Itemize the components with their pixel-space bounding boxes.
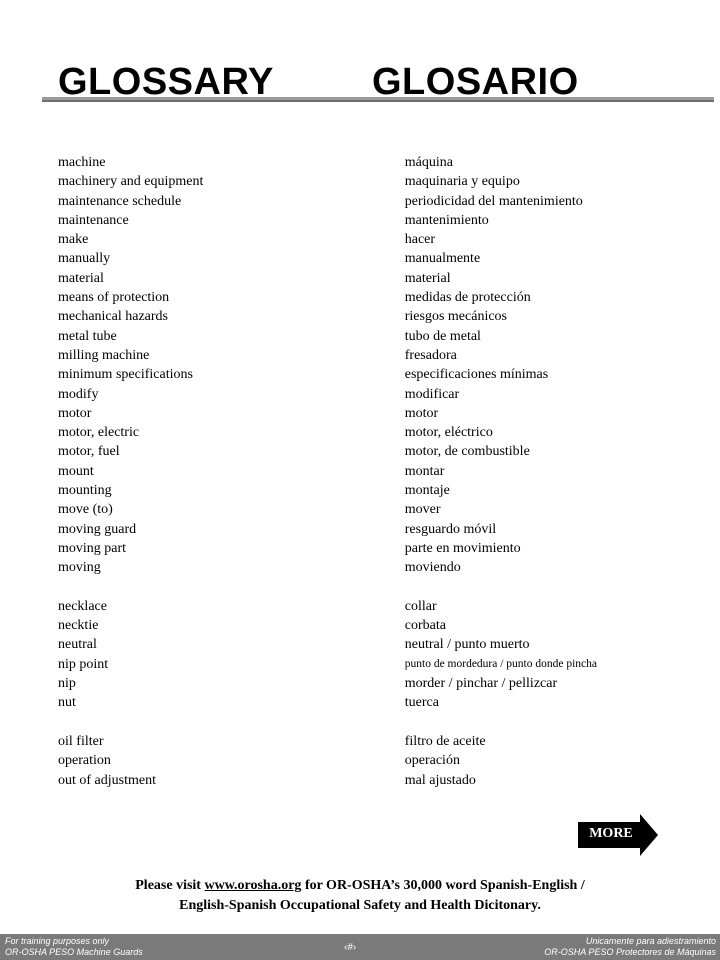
glossary-row [58, 597, 658, 616]
term-spanish: collar [404, 598, 437, 614]
term-spanish: manualmente [404, 251, 481, 267]
glossary-group [58, 597, 658, 713]
glossary-list [58, 153, 658, 809]
term-spanish: medidas de protección [404, 290, 531, 306]
term-spanish: corbata [404, 618, 446, 634]
term-spanish: motor, de combustible [404, 444, 530, 460]
glossary-row [58, 269, 658, 288]
glossary-row [58, 771, 658, 790]
glossary-row [58, 500, 658, 519]
glossary-row [58, 674, 658, 693]
term-english: metal tube [58, 328, 117, 344]
term-spanish: tuerca [404, 695, 439, 711]
glossary-row [58, 462, 658, 481]
term-spanish: resguardo móvil [404, 521, 497, 537]
term-english: machinery and equipment [58, 174, 204, 190]
term-spanish: tubo de metal [404, 328, 481, 344]
term-english: neutral [58, 637, 97, 653]
term-spanish: periodicidad del mantenimiento [404, 193, 583, 209]
glossary-row [58, 153, 658, 172]
term-english: motor, electric [58, 425, 140, 441]
glossary-group [58, 153, 658, 578]
term-spanish: filtro de aceite [404, 733, 486, 749]
glossary-row [58, 481, 658, 500]
term-english: milling machine [58, 347, 150, 363]
term-english: nip [58, 676, 76, 692]
glossary-row [58, 442, 658, 461]
term-english: nip point [58, 656, 109, 672]
term-english: move (to) [58, 502, 113, 518]
term-english: necklace [58, 598, 107, 614]
term-english: operation [58, 753, 111, 769]
term-english: means of protection [58, 290, 170, 306]
glossary-row [58, 192, 658, 211]
glossary-row [58, 635, 658, 654]
glossary-row [58, 346, 658, 365]
term-spanish: especificaciones mínimas [404, 367, 549, 383]
term-english: necktie [58, 618, 99, 634]
glossary-row [58, 616, 658, 635]
term-english: motor, fuel [58, 444, 120, 460]
note-line-1 [0, 876, 720, 896]
footer-left-line-2: OR-OSHA PESO Machine Guards [5, 947, 143, 957]
footer-left-line-1: For training purposes only [5, 936, 110, 946]
more-button[interactable] [578, 814, 660, 856]
term-spanish: máquina [404, 155, 453, 170]
term-spanish: operación [404, 753, 460, 769]
term-english: maintenance schedule [58, 193, 182, 209]
term-english: oil filter [58, 733, 104, 749]
page-number: ‹#› [344, 942, 357, 953]
glossary-row [58, 404, 658, 423]
term-english: motor [58, 405, 92, 421]
term-spanish: morder / pinchar / pellizcar [404, 676, 558, 692]
term-english: modify [58, 386, 99, 402]
term-english: minimum specifications [58, 367, 193, 383]
term-english: manually [58, 251, 111, 267]
glossary-row [58, 249, 658, 268]
glossary-row [58, 539, 658, 558]
orosha-link[interactable]: www.orosha.org [204, 878, 302, 893]
note-text-before: Please visit [135, 878, 205, 893]
term-english: moving [58, 560, 101, 576]
footer-right-line-2: OR-OSHA PESO Protectores de Máquinas [544, 947, 716, 957]
glossary-row [58, 385, 658, 404]
glossary-row [58, 520, 658, 539]
glossary-row [58, 423, 658, 442]
title-english: GLOSSARY [58, 61, 274, 103]
note-text-after: for OR-OSHA’s 30,000 word Spanish-English / [301, 878, 585, 893]
term-spanish: material [404, 270, 451, 286]
term-spanish: parte en movimiento [404, 540, 521, 556]
glossary-row [58, 365, 658, 384]
glossary-row [58, 307, 658, 326]
term-english: moving guard [58, 521, 137, 537]
glossary-row [58, 693, 658, 712]
glossary-row [58, 751, 658, 770]
glossary-row [58, 327, 658, 346]
term-spanish: moviendo [404, 560, 461, 576]
term-spanish: riesgos mecánicos [404, 309, 507, 325]
glossary-row [58, 211, 658, 230]
title-spanish: GLOSARIO [372, 61, 579, 103]
term-spanish: modificar [404, 386, 460, 402]
footer-right-line-1: Unicamente para adiestramiento [585, 936, 716, 946]
footer-right [544, 936, 716, 958]
term-spanish: maquinaria y equipo [404, 174, 520, 190]
term-spanish: montar [404, 463, 445, 479]
term-english: moving part [58, 540, 127, 556]
term-english: mount [58, 463, 94, 479]
term-spanish: mantenimiento [404, 212, 489, 228]
term-spanish: mal ajustado [404, 772, 476, 788]
glossary-row [58, 288, 658, 307]
term-english: maintenance [58, 212, 129, 228]
term-spanish: fresadora [404, 347, 457, 363]
term-english: nut [58, 695, 76, 711]
term-spanish: hacer [404, 232, 436, 248]
glossary-group [58, 732, 658, 790]
term-spanish: neutral / punto muerto [404, 637, 530, 653]
glossary-row [58, 558, 658, 577]
term-english: material [58, 270, 104, 286]
term-english: make [58, 232, 89, 248]
glossary-row [58, 172, 658, 191]
term-spanish: motor, eléctrico [404, 425, 493, 441]
term-english: out of adjustment [58, 772, 156, 788]
term-english: machine [58, 155, 106, 170]
term-spanish: montaje [404, 483, 450, 499]
glossary-row [58, 655, 658, 674]
term-spanish: mover [404, 502, 441, 518]
footer-bar [0, 934, 720, 960]
page-header [0, 60, 720, 110]
dictionary-note [0, 876, 720, 916]
footer-left [5, 936, 143, 958]
term-spanish: punto de mordedura / punto donde pincha [404, 657, 598, 670]
glossary-row [58, 732, 658, 751]
term-english: mechanical hazards [58, 309, 168, 325]
note-line-2: English-Spanish Occupational Safety and Health Dicitonary. [179, 898, 541, 913]
term-spanish: motor [404, 405, 439, 421]
glossary-row [58, 230, 658, 249]
more-button-label: MORE [589, 826, 633, 841]
term-english: mounting [58, 483, 112, 499]
